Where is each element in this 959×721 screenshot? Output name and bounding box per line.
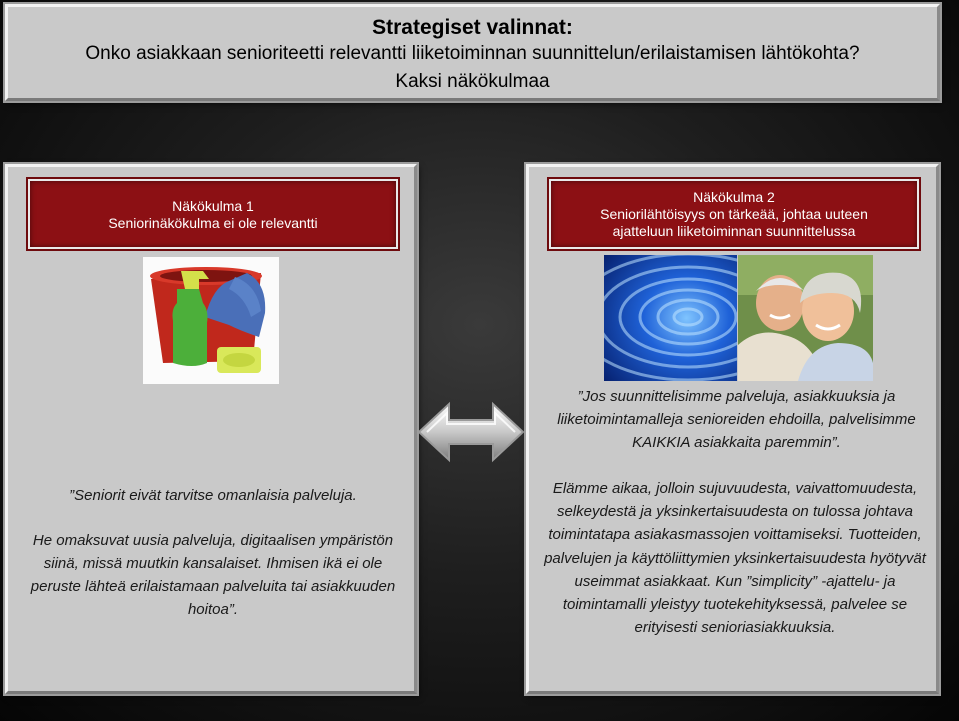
title-box [5,4,940,101]
viewpoint-2-title: Seniorilähtöisyys on tärkeää, johtaa uuteen [600,206,868,222]
senior-couple-image [738,255,873,381]
viewpoint-2-header [549,179,919,249]
viewpoint-1-header [28,179,398,249]
left-body-text: He omaksuvat uusia palveluja, digitaalisen ympäristön siinä, missä muutkin kansalaiset. Ihmisen ikä ei ole peruste lähteä erilaistamaan palveluita tai asiakkuuden hoitoa”. [30,532,396,618]
right-body-text: Elämme aikaa, jolloin sujuvuudesta, vaivattomuudesta, selkeydestä ja yksinkertaisuudesta on tulossa johtava toimintatapa asiakasmassojen voittamiseksi. Tuotteiden, palvelujen ja käyttöliittymien yksinkertaisuudesta hyötyvät useimmat asiakkaat. Kun ”simplicity” -ajattelu- ja toimintamalli yleistyy tuotekehityksessä, palvelee se erityisesti senioriasiakkuuksia. [544,480,926,637]
viewpoint-2-title-cont: ajatteluun liiketoiminnan suunnittelussa [612,223,856,239]
right-quote: ”Jos suunnittelisimme palveluja, asiakkuuksia ja liiketoimintamalleja senioreiden ehdoilla, palvelisimme KAIKKIA asiakkaita paremmin”. [557,388,916,451]
left-quote: ”Seniorit eivät tarvitse omanlaisia palveluja. [69,487,357,504]
viewpoint-1-label: Näkökulma 1 [172,198,254,214]
double-arrow-icon [417,400,525,464]
right-panel [526,164,939,694]
viewpoint-1-title: Seniorinäkökulma ei ole relevantti [108,215,318,231]
slide-question: Onko asiakkaan senioriteetti relevantti liiketoiminnan suunnittelun/erilaistamisen lähtökohta? [85,43,860,64]
slide-title: Strategiset valinnat: [372,16,573,39]
left-panel [5,164,417,694]
cleaning-supplies-image [143,257,279,384]
slide-subtitle: Kaksi näkökulmaa [395,71,550,92]
water-ripple-image [604,255,737,381]
viewpoint-2-label: Näkökulma 2 [693,189,775,205]
